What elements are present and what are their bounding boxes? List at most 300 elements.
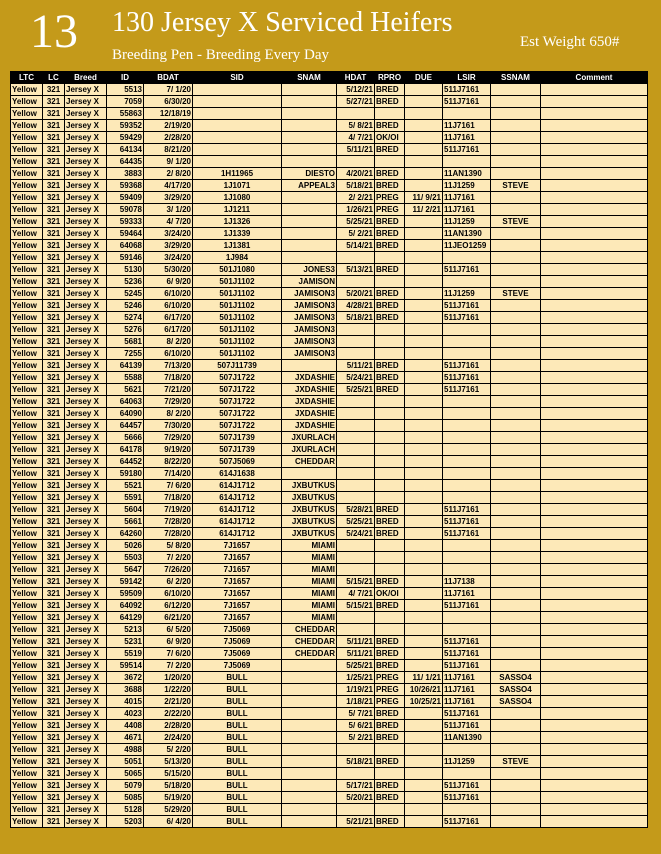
cell-breed: Jersey X — [65, 156, 107, 168]
cell-bdat: 6/10/20 — [144, 288, 193, 300]
cell-bdat: 5/18/20 — [144, 780, 193, 792]
cell-lc: 321 — [43, 588, 65, 600]
cell-rpro — [375, 564, 405, 576]
cell-lsir: 511J7161 — [443, 780, 491, 792]
cell-hdat: 4/ 7/21 — [337, 588, 375, 600]
cell-due — [405, 780, 443, 792]
cell-ltc: Yellow — [11, 324, 43, 336]
cell-ssnam — [491, 372, 541, 384]
cell-ssnam — [491, 732, 541, 744]
cell-due — [405, 168, 443, 180]
cell-rpro: BRED — [375, 372, 405, 384]
cell-snam: MIAMI — [282, 612, 337, 624]
table-row — [11, 612, 648, 624]
cell-due — [405, 732, 443, 744]
cell-breed: Jersey X — [65, 204, 107, 216]
cell-lsir — [443, 396, 491, 408]
cell-rpro — [375, 408, 405, 420]
report-subtitle: Breeding Pen - Breeding Every Day — [112, 47, 330, 63]
cell-id: 64260 — [107, 528, 144, 540]
cell-id: 7255 — [107, 348, 144, 360]
cell-ssnam — [491, 276, 541, 288]
cell-hdat: 5/15/21 — [337, 600, 375, 612]
cell-comment — [541, 384, 648, 396]
cell-id: 64090 — [107, 408, 144, 420]
cell-ltc: Yellow — [11, 684, 43, 696]
cell-hdat: 5/15/21 — [337, 576, 375, 588]
cell-snam: CHEDDAR — [282, 648, 337, 660]
table-row — [11, 708, 648, 720]
cell-comment — [541, 96, 648, 108]
cell-ltc: Yellow — [11, 204, 43, 216]
cell-hdat: 5/14/21 — [337, 240, 375, 252]
cell-lc: 321 — [43, 456, 65, 468]
cell-ltc: Yellow — [11, 264, 43, 276]
table-row — [11, 768, 648, 780]
cell-rpro: OK/OI — [375, 588, 405, 600]
table-row — [11, 660, 648, 672]
cell-bdat: 6/ 4/20 — [144, 816, 193, 828]
cell-lc: 321 — [43, 168, 65, 180]
cell-breed: Jersey X — [65, 108, 107, 120]
cell-lc: 321 — [43, 300, 65, 312]
table-row — [11, 792, 648, 804]
cell-id: 5621 — [107, 384, 144, 396]
cell-ssnam — [491, 504, 541, 516]
cell-comment — [541, 576, 648, 588]
cell-hdat: 5/13/21 — [337, 264, 375, 276]
table-row — [11, 468, 648, 480]
cell-bdat: 8/ 2/20 — [144, 408, 193, 420]
cell-rpro: BRED — [375, 120, 405, 132]
cell-lsir — [443, 552, 491, 564]
cell-comment — [541, 612, 648, 624]
cell-rpro: BRED — [375, 792, 405, 804]
cell-sid: 507J1722 — [193, 420, 282, 432]
cell-lc: 321 — [43, 144, 65, 156]
column-header-lsir: LSIR — [443, 72, 491, 84]
cell-bdat: 8/ 2/20 — [144, 336, 193, 348]
cell-sid: 614J1712 — [193, 492, 282, 504]
cell-comment — [541, 516, 648, 528]
cell-lsir: 511J7161 — [443, 648, 491, 660]
cell-ssnam — [491, 144, 541, 156]
cell-comment — [541, 804, 648, 816]
table-row — [11, 96, 648, 108]
cell-bdat: 6/10/20 — [144, 300, 193, 312]
cell-due — [405, 816, 443, 828]
cell-snam — [282, 252, 337, 264]
column-header-ssnam: SSNAM — [491, 72, 541, 84]
cell-id: 59514 — [107, 660, 144, 672]
cell-id: 64134 — [107, 144, 144, 156]
cell-ssnam — [491, 792, 541, 804]
column-header-hdat: HDAT — [337, 72, 375, 84]
cell-hdat — [337, 108, 375, 120]
cell-due — [405, 708, 443, 720]
cell-breed: Jersey X — [65, 480, 107, 492]
cell-snam: CHEDDAR — [282, 624, 337, 636]
cell-comment — [541, 228, 648, 240]
cell-bdat: 2/19/20 — [144, 120, 193, 132]
table-row — [11, 396, 648, 408]
cell-lsir: 11J7161 — [443, 684, 491, 696]
cell-rpro — [375, 468, 405, 480]
cell-bdat: 7/ 1/20 — [144, 84, 193, 96]
cell-lsir: 11J1259 — [443, 288, 491, 300]
cell-hdat — [337, 768, 375, 780]
cell-due — [405, 216, 443, 228]
cell-comment — [541, 144, 648, 156]
cell-comment — [541, 276, 648, 288]
cell-bdat: 6/12/20 — [144, 600, 193, 612]
cell-sid: 501J1102 — [193, 324, 282, 336]
cell-hdat: 5/17/21 — [337, 780, 375, 792]
cell-due — [405, 612, 443, 624]
cell-lsir: 11J1259 — [443, 756, 491, 768]
cell-id: 59078 — [107, 204, 144, 216]
cell-snam — [282, 792, 337, 804]
cell-rpro — [375, 252, 405, 264]
cell-bdat: 3/29/20 — [144, 240, 193, 252]
cell-lc: 321 — [43, 492, 65, 504]
cell-ssnam — [491, 252, 541, 264]
cell-rpro: BRED — [375, 168, 405, 180]
cell-id: 55863 — [107, 108, 144, 120]
cell-hdat: 5/11/21 — [337, 360, 375, 372]
cell-due: 11/ 1/21 — [405, 672, 443, 684]
cell-ssnam — [491, 348, 541, 360]
cell-lc: 321 — [43, 708, 65, 720]
cell-comment — [541, 636, 648, 648]
table-row — [11, 324, 648, 336]
cell-lc: 321 — [43, 336, 65, 348]
column-header-bdat: BDAT — [144, 72, 193, 84]
cell-lsir — [443, 156, 491, 168]
cell-ltc: Yellow — [11, 708, 43, 720]
cell-hdat: 5/18/21 — [337, 312, 375, 324]
cell-sid: 614J1712 — [193, 480, 282, 492]
cell-breed: Jersey X — [65, 732, 107, 744]
cell-sid — [193, 132, 282, 144]
cell-comment — [541, 192, 648, 204]
table-row — [11, 252, 648, 264]
cell-lc: 321 — [43, 228, 65, 240]
cell-hdat — [337, 156, 375, 168]
cell-lsir: 511J7161 — [443, 600, 491, 612]
cell-due — [405, 84, 443, 96]
cell-id: 5588 — [107, 372, 144, 384]
cell-comment — [541, 156, 648, 168]
cell-bdat: 1/22/20 — [144, 684, 193, 696]
cell-bdat: 6/ 5/20 — [144, 624, 193, 636]
cell-comment — [541, 396, 648, 408]
cell-id: 59146 — [107, 252, 144, 264]
cell-id: 5647 — [107, 564, 144, 576]
table-row — [11, 780, 648, 792]
cell-hdat: 5/11/21 — [337, 648, 375, 660]
cell-hdat — [337, 540, 375, 552]
cell-snam — [282, 360, 337, 372]
cell-ltc: Yellow — [11, 216, 43, 228]
cell-comment — [541, 540, 648, 552]
cell-breed: Jersey X — [65, 660, 107, 672]
cell-snam — [282, 684, 337, 696]
cell-due — [405, 480, 443, 492]
cell-rpro — [375, 744, 405, 756]
cell-breed: Jersey X — [65, 672, 107, 684]
cell-rpro — [375, 492, 405, 504]
cell-bdat: 7/28/20 — [144, 528, 193, 540]
cell-bdat: 9/19/20 — [144, 444, 193, 456]
cell-snam: JXBUTKUS — [282, 504, 337, 516]
cell-ltc: Yellow — [11, 552, 43, 564]
cell-breed: Jersey X — [65, 360, 107, 372]
cell-snam — [282, 216, 337, 228]
cell-snam: JXDASHIE — [282, 372, 337, 384]
cell-comment — [541, 564, 648, 576]
cell-ssnam — [491, 360, 541, 372]
cell-snam: JXDASHIE — [282, 420, 337, 432]
cell-rpro: BRED — [375, 96, 405, 108]
cell-sid: 501J1080 — [193, 264, 282, 276]
cell-due — [405, 528, 443, 540]
cell-breed: Jersey X — [65, 396, 107, 408]
cell-sid: 7J5069 — [193, 660, 282, 672]
cell-breed: Jersey X — [65, 216, 107, 228]
cell-breed: Jersey X — [65, 612, 107, 624]
cell-breed: Jersey X — [65, 564, 107, 576]
cell-due — [405, 384, 443, 396]
cell-comment — [541, 360, 648, 372]
cell-bdat: 6/10/20 — [144, 588, 193, 600]
cell-sid: BULL — [193, 720, 282, 732]
cell-rpro: BRED — [375, 780, 405, 792]
cell-breed: Jersey X — [65, 792, 107, 804]
cell-lsir: 11AN1390 — [443, 228, 491, 240]
table-row — [11, 720, 648, 732]
cell-breed: Jersey X — [65, 180, 107, 192]
table-row — [11, 564, 648, 576]
cell-snam — [282, 132, 337, 144]
cell-lc: 321 — [43, 624, 65, 636]
cell-bdat: 6/10/20 — [144, 348, 193, 360]
cell-ssnam — [491, 552, 541, 564]
cell-breed: Jersey X — [65, 756, 107, 768]
table-row — [11, 576, 648, 588]
cell-rpro — [375, 768, 405, 780]
cell-id: 4023 — [107, 708, 144, 720]
cell-ltc: Yellow — [11, 444, 43, 456]
cell-sid: BULL — [193, 744, 282, 756]
cell-ssnam — [491, 324, 541, 336]
cell-lsir — [443, 744, 491, 756]
cell-snam — [282, 120, 337, 132]
cell-ltc: Yellow — [11, 180, 43, 192]
cell-ssnam — [491, 444, 541, 456]
table-row — [11, 108, 648, 120]
cell-due — [405, 228, 443, 240]
cell-lsir — [443, 468, 491, 480]
column-header-due: DUE — [405, 72, 443, 84]
cell-hdat — [337, 624, 375, 636]
cell-lc: 321 — [43, 348, 65, 360]
cell-due — [405, 408, 443, 420]
cell-sid: 501J1102 — [193, 312, 282, 324]
cell-hdat: 5/24/21 — [337, 528, 375, 540]
cell-breed: Jersey X — [65, 576, 107, 588]
cell-lsir — [443, 252, 491, 264]
cell-ltc: Yellow — [11, 120, 43, 132]
cell-lsir: 511J7161 — [443, 312, 491, 324]
cell-ltc: Yellow — [11, 144, 43, 156]
cell-due — [405, 144, 443, 156]
cell-rpro — [375, 396, 405, 408]
table-row — [11, 204, 648, 216]
cell-snam — [282, 720, 337, 732]
cell-ltc: Yellow — [11, 276, 43, 288]
cell-breed: Jersey X — [65, 96, 107, 108]
cell-ltc: Yellow — [11, 732, 43, 744]
table-row — [11, 240, 648, 252]
cell-comment — [541, 336, 648, 348]
cell-breed: Jersey X — [65, 240, 107, 252]
cell-hdat — [337, 324, 375, 336]
table-row — [11, 180, 648, 192]
cell-ltc: Yellow — [11, 564, 43, 576]
cell-rpro: BRED — [375, 312, 405, 324]
cell-id: 5203 — [107, 816, 144, 828]
cell-id: 5681 — [107, 336, 144, 348]
cell-due — [405, 336, 443, 348]
cell-ltc: Yellow — [11, 384, 43, 396]
cell-lsir — [443, 276, 491, 288]
cell-snam — [282, 696, 337, 708]
cell-lsir: 511J7161 — [443, 504, 491, 516]
cell-id: 5065 — [107, 768, 144, 780]
cell-lsir: 11J1259 — [443, 180, 491, 192]
table-row — [11, 516, 648, 528]
table-row — [11, 684, 648, 696]
cell-id: 64178 — [107, 444, 144, 456]
cell-rpro: BRED — [375, 708, 405, 720]
cell-rpro — [375, 540, 405, 552]
cell-lsir: 511J7161 — [443, 792, 491, 804]
cell-hdat — [337, 252, 375, 264]
cell-comment — [541, 480, 648, 492]
cell-ltc: Yellow — [11, 84, 43, 96]
cell-breed: Jersey X — [65, 804, 107, 816]
table-row — [11, 372, 648, 384]
cell-snam: JXDASHIE — [282, 408, 337, 420]
cell-hdat: 5/ 8/21 — [337, 120, 375, 132]
cell-bdat: 4/17/20 — [144, 180, 193, 192]
cell-comment — [541, 768, 648, 780]
cell-lsir: 11AN1390 — [443, 732, 491, 744]
cell-bdat: 7/29/20 — [144, 396, 193, 408]
cell-due — [405, 396, 443, 408]
cell-breed: Jersey X — [65, 168, 107, 180]
table-row — [11, 288, 648, 300]
cell-ltc: Yellow — [11, 768, 43, 780]
cell-ssnam — [491, 420, 541, 432]
cell-lsir: 511J7161 — [443, 96, 491, 108]
cell-sid: 1H11965 — [193, 168, 282, 180]
cell-lsir: 511J7161 — [443, 528, 491, 540]
cell-due — [405, 156, 443, 168]
cell-breed: Jersey X — [65, 144, 107, 156]
cell-snam: JAMISON3 — [282, 336, 337, 348]
cell-breed: Jersey X — [65, 312, 107, 324]
cell-comment — [541, 732, 648, 744]
cell-id: 4671 — [107, 732, 144, 744]
cell-due — [405, 420, 443, 432]
table-row — [11, 312, 648, 324]
cell-lc: 321 — [43, 696, 65, 708]
cell-rpro: BRED — [375, 384, 405, 396]
cell-lc: 321 — [43, 324, 65, 336]
table-row — [11, 804, 648, 816]
table-row — [11, 360, 648, 372]
cell-breed: Jersey X — [65, 408, 107, 420]
table-row — [11, 432, 648, 444]
cell-ssnam — [491, 600, 541, 612]
cell-breed: Jersey X — [65, 504, 107, 516]
cell-id: 59509 — [107, 588, 144, 600]
cell-id: 5231 — [107, 636, 144, 648]
cell-hdat: 5/ 2/21 — [337, 732, 375, 744]
cell-lsir: 11J1259 — [443, 216, 491, 228]
cell-comment — [541, 504, 648, 516]
table-row — [11, 480, 648, 492]
cell-lsir: 511J7161 — [443, 816, 491, 828]
cell-breed: Jersey X — [65, 324, 107, 336]
cell-bdat: 7/13/20 — [144, 360, 193, 372]
cell-ssnam — [491, 588, 541, 600]
cell-snam: MIAMI — [282, 588, 337, 600]
cell-ssnam — [491, 312, 541, 324]
cell-comment — [541, 648, 648, 660]
cell-rpro: BRED — [375, 528, 405, 540]
cell-lc: 321 — [43, 204, 65, 216]
cell-ltc: Yellow — [11, 588, 43, 600]
table-row — [11, 120, 648, 132]
cell-sid: 614J1638 — [193, 468, 282, 480]
table-row — [11, 192, 648, 204]
cell-comment — [541, 456, 648, 468]
cell-ltc: Yellow — [11, 780, 43, 792]
cell-ltc: Yellow — [11, 612, 43, 624]
cell-rpro: BRED — [375, 576, 405, 588]
cell-ltc: Yellow — [11, 528, 43, 540]
cell-id: 4015 — [107, 696, 144, 708]
cell-rpro: BRED — [375, 816, 405, 828]
cell-comment — [541, 420, 648, 432]
cell-comment — [541, 624, 648, 636]
cell-breed: Jersey X — [65, 684, 107, 696]
cell-hdat — [337, 336, 375, 348]
cell-breed: Jersey X — [65, 120, 107, 132]
cell-breed: Jersey X — [65, 444, 107, 456]
cell-id: 59142 — [107, 576, 144, 588]
cell-lc: 321 — [43, 288, 65, 300]
cell-lc: 321 — [43, 252, 65, 264]
cell-breed: Jersey X — [65, 288, 107, 300]
cell-lsir: 11J7161 — [443, 204, 491, 216]
cell-comment — [541, 312, 648, 324]
cell-rpro: PREG — [375, 672, 405, 684]
cell-id: 3672 — [107, 672, 144, 684]
